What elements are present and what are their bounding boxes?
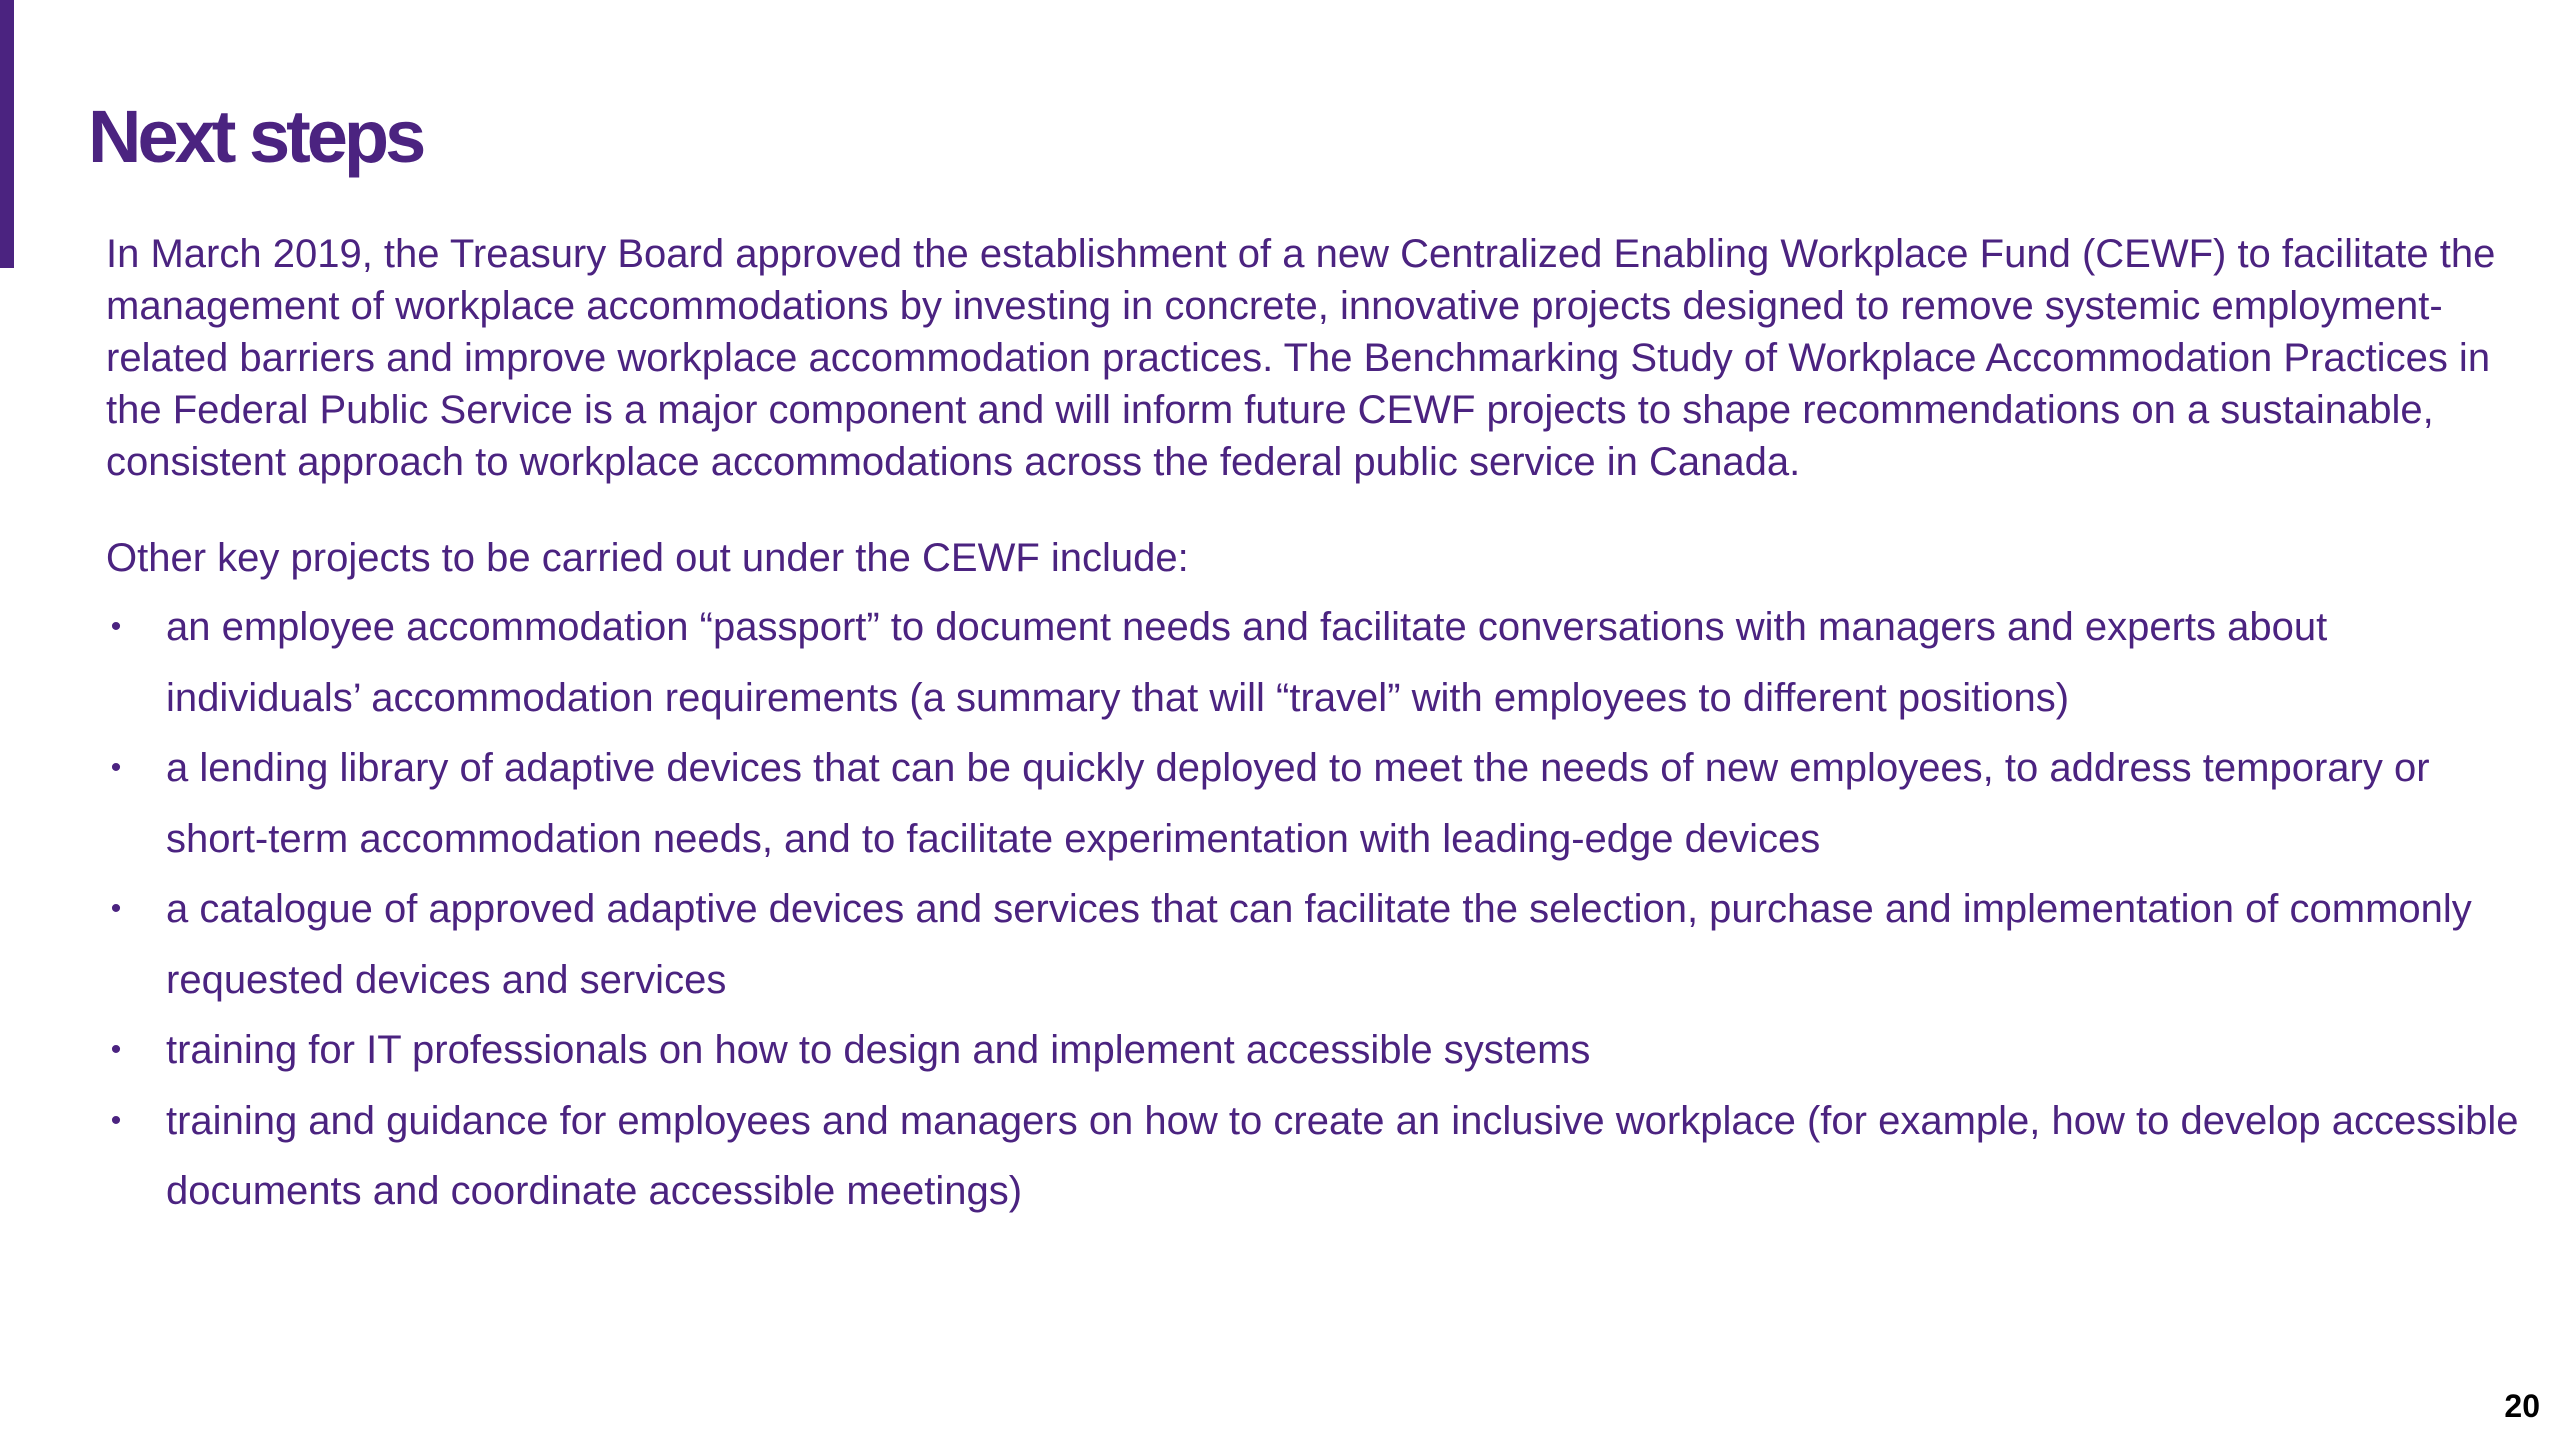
list-item-text: a lending library of adaptive devices that can be quickly deployed to meet the needs of new employees, to address temporary or short-term accommodation needs, and to facilitate experimentation with leading-edge devices — [166, 746, 2430, 861]
list-item-text: an employee accommodation “passport” to document needs and facilitate conversations with managers and experts about individuals’ accommodation requirements (a summary that will “travel” with employees to different positions) — [166, 605, 2328, 720]
list-item-text: a catalogue of approved adaptive devices and services that can facilitate the selection, purchase and implementation of commonly requested devices and services — [166, 887, 2472, 1002]
page-number: 20 — [2504, 1388, 2540, 1424]
bullet-icon: • — [110, 751, 122, 784]
list-item — [106, 733, 2526, 874]
list-item — [106, 592, 2526, 733]
list-item-text: training for IT professionals on how to design and implement accessible systems — [166, 1028, 1591, 1072]
projects-lead-text: Other key projects to be carried out under the CEWF include: — [106, 536, 1189, 580]
projects-list — [106, 592, 2526, 1227]
intro-paragraph: In March 2019, the Treasury Board approved the establishment of a new Centralized Enabling Workplace Fund (CEWF) to facilitate the management of workplace accommodations by investing in concrete, innovative projects designed to remove systemic employment-related barriers and improve workplace accommodation practices. The Benchmarking Study of Workplace Accommodation Practices in the Federal Public Service is a major component and will inform future CEWF projects to shape recommendations on a sustainable, consistent approach to workplace accommodations across the federal public service in Canada. — [106, 232, 2496, 484]
list-item-text: training and guidance for employees and managers on how to create an inclusive workplace (for example, how to develop accessible documents and coordinate accessible meetings) — [166, 1098, 2519, 1213]
list-item — [106, 874, 2526, 1015]
slide-title: Next steps — [88, 95, 423, 178]
slide-body — [106, 228, 2526, 1227]
title-accent-bar — [0, 0, 14, 268]
bullet-icon: • — [110, 610, 122, 643]
list-item — [106, 1015, 2526, 1086]
bullet-icon: • — [110, 1033, 122, 1066]
list-item — [106, 1086, 2526, 1227]
bullet-icon: • — [110, 892, 122, 925]
bullet-icon: • — [110, 1103, 122, 1137]
